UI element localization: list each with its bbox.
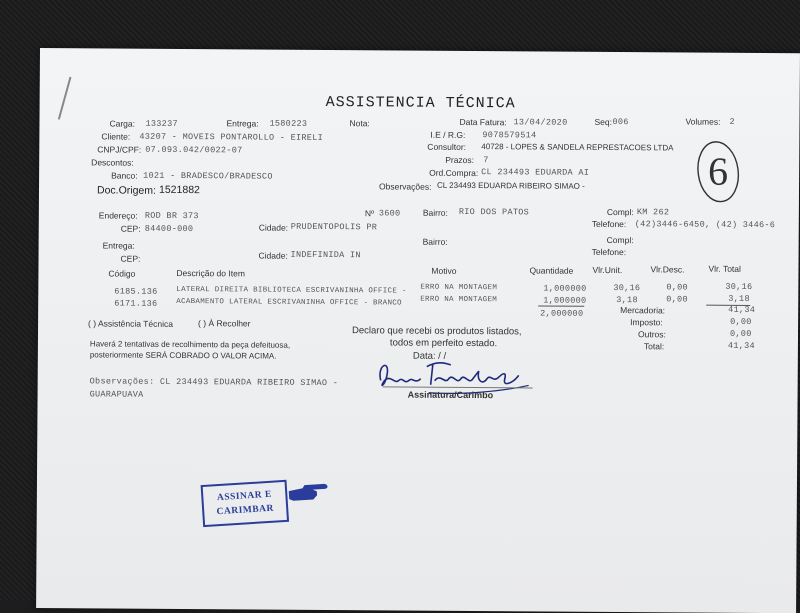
cidade2-value: INDEFINIDA IN (290, 249, 361, 261)
cnpj-label: CNPJ/CPF: (97, 144, 142, 155)
bairro2-label: Bairro: (422, 236, 448, 247)
row1-desc: 0,00 (666, 282, 688, 293)
data-fatura-value: 13/04/2020 (513, 117, 568, 128)
cidade2-label: Cidade: (258, 250, 288, 261)
nota-label: Nota: (349, 118, 370, 129)
cep-label: CEP: (120, 223, 141, 234)
outros-label: Outros: (637, 329, 666, 340)
ie-label: I.E / R.G: (430, 129, 466, 140)
data-fatura-label: Data Fatura: (459, 116, 507, 128)
outros-value: 0,00 (729, 328, 752, 339)
consultor-label: Consultor: (427, 141, 467, 152)
numero-value: 3600 (378, 208, 401, 219)
declaration-line1: Declaro que recebi os produtos listados, (351, 325, 522, 338)
carga-label: Carga: (109, 118, 136, 129)
staple-mark (58, 77, 72, 120)
row2-quantidade: 1,000000 (543, 295, 587, 306)
imposto-label: Imposto: (630, 317, 663, 328)
col-quantidade: Quantidade (529, 265, 574, 276)
assinar-carimbar-stamp (201, 480, 289, 527)
footer-city: GUARAPUAVA (89, 389, 144, 400)
total-quantidade: 2,000000 (540, 308, 584, 319)
row2-codigo: 6171.136 (114, 298, 158, 309)
cliente-label: Cliente: (101, 131, 131, 142)
telefone-value: (42)3446-6450, (42) 3446-6 (634, 219, 776, 231)
row2-desc: 0,00 (666, 294, 688, 305)
mercadoria-label: Mercadoria: (620, 305, 666, 316)
cep-value: 84400-000 (144, 223, 194, 235)
descontos-label: Descontos: (91, 157, 134, 168)
compl2-label: Compl: (606, 234, 634, 246)
banco-value: 1021 - BRADESCO/BRADESCO (143, 170, 273, 182)
ord-compra-label: Ord.Compra: (429, 167, 479, 179)
mercadoria-value: 41,34 (728, 304, 756, 315)
endereco-value: ROD BR 373 (144, 210, 199, 222)
document-page (36, 48, 800, 613)
declaration-line2: todos em perfeito estado. (389, 337, 498, 350)
cidade-value: PRUDENTOPOLIS PR (290, 221, 378, 233)
compl-label: Compl: (606, 206, 634, 218)
bairro-label: Bairro: (422, 207, 448, 218)
stamp-line2: CARIMBAR (216, 503, 275, 518)
row1-descricao: LATERAL DIREITA BIBLIOTECA ESCRIVANINHA OFFICE - (176, 285, 407, 296)
notice-line2: posteriormente SERÁ COBRADO O VALOR ACIMA. (89, 350, 277, 361)
footer-observacoes: Observações: CL 234493 EDUARDA RIBEIRO SIMAO - (89, 376, 339, 389)
observacoes-label: Observações: (379, 181, 432, 192)
prazos-label: Prazos: (445, 154, 475, 166)
row1-unit: 30,16 (613, 283, 641, 294)
declaration-date: Data: / / (412, 350, 447, 362)
col-vlr-desc: Vlr.Desc. (650, 264, 685, 275)
col-motivo: Motivo (431, 265, 457, 276)
ord-compra-value: CL 234493 EDUARDA AI (481, 167, 590, 178)
col-codigo: Código (108, 268, 136, 279)
carga-value: 133237 (145, 118, 178, 129)
seq-value: 006 (612, 116, 629, 128)
quantity-rule (538, 305, 584, 306)
volumes-value: 2 (729, 116, 735, 127)
prazos-value: 7 (483, 155, 489, 166)
document-title: ASSISTENCIA TÉCNICA (325, 93, 516, 113)
imposto-value: 0,00 (730, 316, 752, 327)
handwritten-number: 6 (707, 148, 729, 194)
col-vlr-total: Vlr. Total (708, 263, 741, 274)
signature-label: Assinatura/Carimbo (407, 389, 494, 401)
stamp-line1: ASSINAR E (216, 489, 273, 504)
entrega2-label: Entrega: (102, 240, 135, 251)
row1-motivo: ERRO NA MONTAGEM (420, 283, 498, 293)
row2-descricao: ACABAMENTO LATERAL ESCRIVANINHA OFFICE - BRANCO (176, 297, 402, 308)
entrega-value: 1580223 (269, 118, 308, 129)
row1-codigo: 6185.136 (114, 286, 158, 297)
consultor-value: 40728 - LOPES & SANDELA REPRESTACOES LTDA (481, 142, 674, 153)
endereco-label: Endereço: (98, 210, 138, 221)
seq-label: Seq: (594, 116, 613, 127)
row1-total: 30,16 (725, 281, 753, 292)
col-vlr-unit: Vlr.Unit. (592, 264, 623, 276)
option-assistencia: ( ) Assistência Técnica (88, 318, 174, 329)
row2-total: 3,18 (728, 293, 750, 304)
pointing-hand-icon (286, 481, 329, 506)
doc-origem-value: 1521882 (158, 183, 200, 197)
cliente-value: 43207 - MOVEIS PONTAROLLO - EIRELI (139, 131, 324, 143)
banco-label: Banco: (111, 170, 138, 181)
observacoes-value: CL 234493 EDUARDA RIBEIRO SIMAO - (437, 180, 585, 191)
notice-line1: Haverá 2 tentativas de recolhimento da peça defeituosa, (89, 339, 291, 350)
row1-quantidade: 1,000000 (543, 283, 587, 294)
entrega-label: Entrega: (226, 118, 259, 129)
telefone2-label: Telefone: (591, 246, 627, 258)
bairro-value: RIO DOS PATOS (458, 206, 530, 218)
option-recolher: ( ) À Recolher (198, 318, 251, 329)
doc-origem-label: Doc.Origem: (96, 184, 156, 197)
cidade-label: Cidade: (258, 222, 289, 233)
cep2-label: CEP: (120, 253, 141, 264)
cnpj-value: 07.093.042/0022-07 (145, 144, 243, 156)
volumes-label: Volumes: (685, 116, 721, 127)
total-label: Total: (643, 341, 665, 352)
row2-motivo: ERRO NA MONTAGEM (420, 295, 498, 305)
total-value: 41,34 (727, 340, 755, 351)
numero-label: Nº (364, 208, 375, 219)
compl-value: KM 262 (636, 207, 670, 218)
telefone-label: Telefone: (591, 218, 627, 230)
ie-value: 9078579514 (482, 130, 537, 141)
row2-unit: 3,18 (616, 295, 638, 306)
col-descricao: Descrição do Item (176, 267, 245, 279)
